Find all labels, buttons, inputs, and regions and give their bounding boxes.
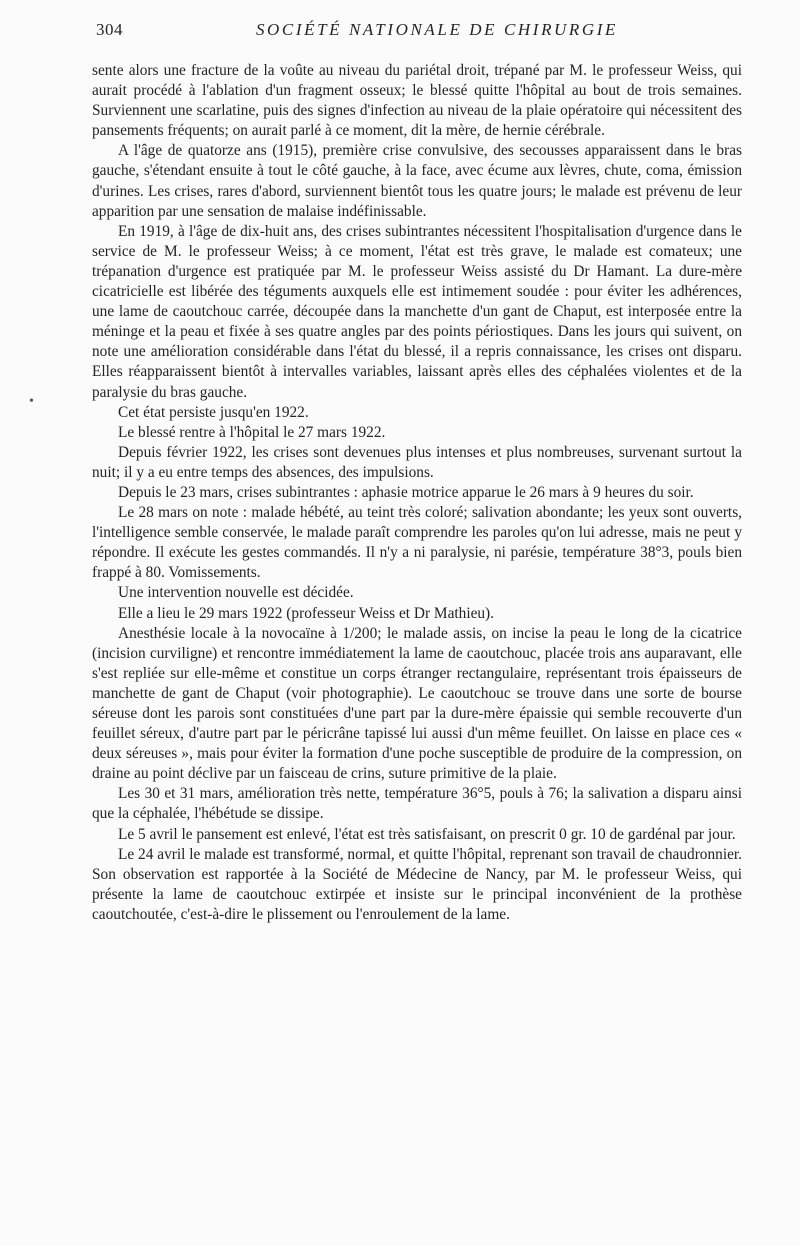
running-title: SOCIÉTÉ NATIONALE DE CHIRURGIE bbox=[255, 20, 619, 39]
paragraph: A l'âge de quatorze ans (1915), première crise convulsive, des secousses apparaissent dans le bras gauche, s'étendant ensuite à tout le côté gauche, à la face, avec écume aux lèvres, chute, coma, émission d'urines. Les crises, rares d'abord, surviennent bientôt tous les quatre jours; le malade est prévenu de leur apparition par une sensation de malaise indéfinissable. bbox=[92, 142, 742, 220]
document-body bbox=[92, 61, 742, 925]
paragraph: Cet état persiste jusqu'en 1922. bbox=[118, 403, 309, 421]
paragraph: Le 24 avril le malade est transformé, normal, et quitte l'hôpital, reprenant son travail de chaudronnier. Son observation est rapportée à la Société de Médecine de Nancy, par M. le professeur Weiss, qui présente la lame de caoutchouc extirpée et insiste sur le principal inconvénient de la prothèse caoutchoutée, c'est-à-dire le plissement ou l'enroulement de la lame. bbox=[92, 845, 742, 923]
paragraph: Depuis février 1922, les crises sont devenues plus intenses et plus nombreuses, survenant surtout la nuit; il y a eu entre temps des absences, des impulsions. bbox=[92, 443, 742, 481]
paragraph: Les 30 et 31 mars, amélioration très nette, température 36°5, pouls à 76; la salivation a disparu ainsi que la céphalée, l'hébétude se dissipe. bbox=[92, 785, 742, 823]
paragraph: Anesthésie locale à la novocaïne à 1/200; le malade assis, on incise la peau le long de la cicatrice (incision curviligne) et rencontre immédiatement la lame de caoutchouc, placée trois ans auparavant, elle s'est repliée sur elle-même et constitue un corps étranger rectangulaire, représentant trois épaisseurs de manchette de gant de Chaput (voir photographie). Le caoutchouc se trouve dans une sorte de bourse séreuse dont les parois sont constituées d'une part par la dure-mère épaissie qui semble recouverte d'un feuillet séreux, d'autre part par le péricrâne tapissé lui aussi d'un même feuillet. On laisse en place ces « deux séreuses », mais pour éviter la formation d'une poche susceptible de produire de la compression, on draine au point déclive par un faisceau de crins, suture primitive de la plaie. bbox=[92, 624, 742, 783]
page-number: 304 bbox=[96, 20, 123, 39]
paragraph: Le blessé rentre à l'hôpital le 27 mars 1922. bbox=[118, 423, 386, 441]
paragraph: Elle a lieu le 29 mars 1922 (professeur Weiss et Dr Mathieu). bbox=[118, 604, 495, 622]
paragraph: Depuis le 23 mars, crises subintrantes : aphasie motrice apparue le 26 mars à 9 heures du soir. bbox=[118, 483, 694, 501]
page-header bbox=[92, 0, 742, 44]
paragraph: Le 28 mars on note : malade hébété, au teint très coloré; salivation abondante; les yeux sont ouverts, l'intelligence semble conservée, le malade paraît comprendre les paroles qu'on lui adresse, mais ne peut y répondre. Il exécute les gestes commandés. Il n'y a ni paralysie, ni parésie, température 38°3, pouls bien frappé à 80. Vomissements. bbox=[92, 504, 742, 582]
document-page bbox=[92, 0, 742, 925]
paragraph: Le 5 avril le pansement est enlevé, l'état est très satisfaisant, on prescrit 0 gr. 10 de gardénal par jour. bbox=[118, 825, 736, 843]
margin-dot: • bbox=[29, 394, 34, 409]
paragraph: Une intervention nouvelle est décidée. bbox=[118, 584, 354, 602]
paragraph: En 1919, à l'âge de dix-huit ans, des crises subintrantes nécessitent l'hospitalisation d'urgence dans le service de M. le professeur Weiss; à ce moment, l'état est très grave, le malade est comateux; une trépanation d'urgence est pratiquée par M. le professeur Weiss assisté du Dr Hamant. La dure-mère cicatricielle est libérée des téguments auxquels elle est intimement soudée : pour éviter les adhérences, une lame de caoutchouc carrée, découpée dans la manchette d'un gant de Chaput, est interposée entre la méninge et la peau et fixée à ses quatre angles par des points périostiques. Dans les jours qui suivent, on note une amélioration considérable dans l'état du blessé, il a repris connaissance, les crises ont disparu. Elles réapparaissent bientôt à intervalles variables, laissant après elles des céphalées violentes et de la paralysie du bras gauche. bbox=[92, 222, 742, 401]
paragraph: sente alors une fracture de la voûte au niveau du pariétal droit, trépané par M. le professeur Weiss, qui aurait procédé à l'ablation d'un fragment osseux; le blessé quitte l'hôpital au bout de trois semaines. Surviennent une scarlatine, puis des signes d'infection au niveau de la plaie opératoire qui nécessitent des pansements fréquents; on aurait parlé à ce moment, dit la mère, de hernie cérébrale. bbox=[92, 62, 742, 140]
